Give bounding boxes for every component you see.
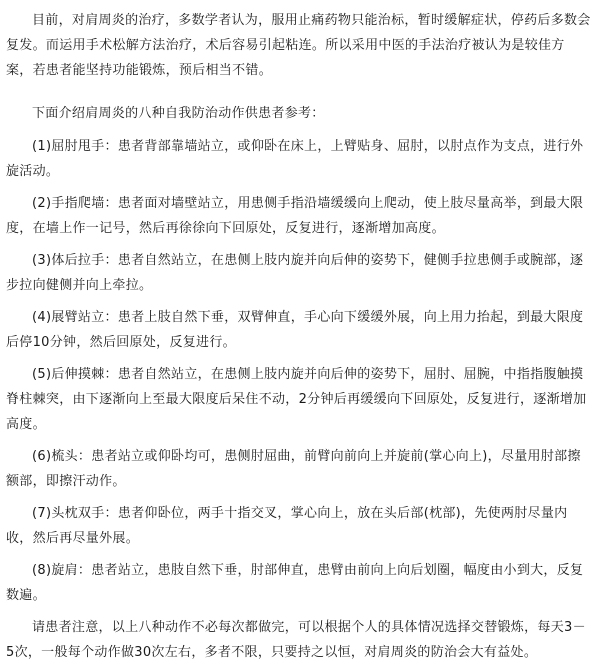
exercise-item-6: (6)梳头：患者站立或仰卧均可，患侧肘屈曲，前臂向前向上并旋前(掌心向上)，尽量用肘部擦额部，即擦汗动作。 xyxy=(6,449,581,489)
exercise-item-2: (2)手指爬墙：患者面对墙壁站立，用患侧手指沿墙缓缓向上爬动，使上肢尽量高举，到最大限度，在墙上作一记号，然后再徐徐向下回原处，反复进行，逐渐增加高度。 xyxy=(6,196,584,236)
exercise-item-3: (3)体后拉手：患者自然站立，在患侧上肢内旋并向后伸的姿势下，健侧手拉患侧手或腕部，逐步拉向健侧并向上牵拉。 xyxy=(6,253,584,293)
lead-paragraph: 下面介绍肩周炎的八种自我防治动作供患者参考： xyxy=(32,106,325,121)
exercise-item-5: (5)后伸摸棘：患者自然站立，在患侧上肢内旋并向后伸的姿势下，屈肘、屈腕，中指指腹触摸脊柱棘突，由下逐渐向上至最大限度后呆住不动，2分钟后再缓缓向下回原处，反复进行，逐渐增加高度。 xyxy=(6,367,587,432)
exercise-item-1: (1)屈肘甩手：患者背部靠墙站立，或仰卧在床上，上臂贴身、屈肘，以肘点作为支点，进行外旋活动。 xyxy=(6,139,584,179)
exercise-item-8: (8)旋肩：患者站立，患肢自然下垂，肘部伸直，患臂由前向上向后划圈，幅度由小到大，反复数遍。 xyxy=(6,563,584,603)
closing-paragraph: 请患者注意，以上八种动作不必每次都做完，可以根据个人的具体情况选择交替锻炼，每天3－5次，一般每个动作做30次左右，多者不限，只要持之以恒，对肩周炎的防治会大有益处。 xyxy=(6,620,586,660)
exercise-item-4: (4)展臂站立：患者上肢自然下垂，双臂伸直，手心向下缓缓外展，向上用力抬起，到最大限度后停10分钟，然后回原处，反复进行。 xyxy=(6,310,584,350)
intro-paragraph: 目前，对肩周炎的治疗，多数学者认为，服用止痛药物只能治标，暂时缓解症状，停药后多数会复发。而运用手术松解方法治疗，术后容易引起粘连。所以采用中医的手法治疗被认为是较佳方案，若患者能坚持功能锻炼，预后相当不错。 xyxy=(6,13,591,78)
exercise-item-7: (7)头枕双手：患者仰卧位，两手十指交叉，掌心向上，放在头后部(枕部)，先使两肘尽量内收，然后再尽量外展。 xyxy=(6,506,568,546)
